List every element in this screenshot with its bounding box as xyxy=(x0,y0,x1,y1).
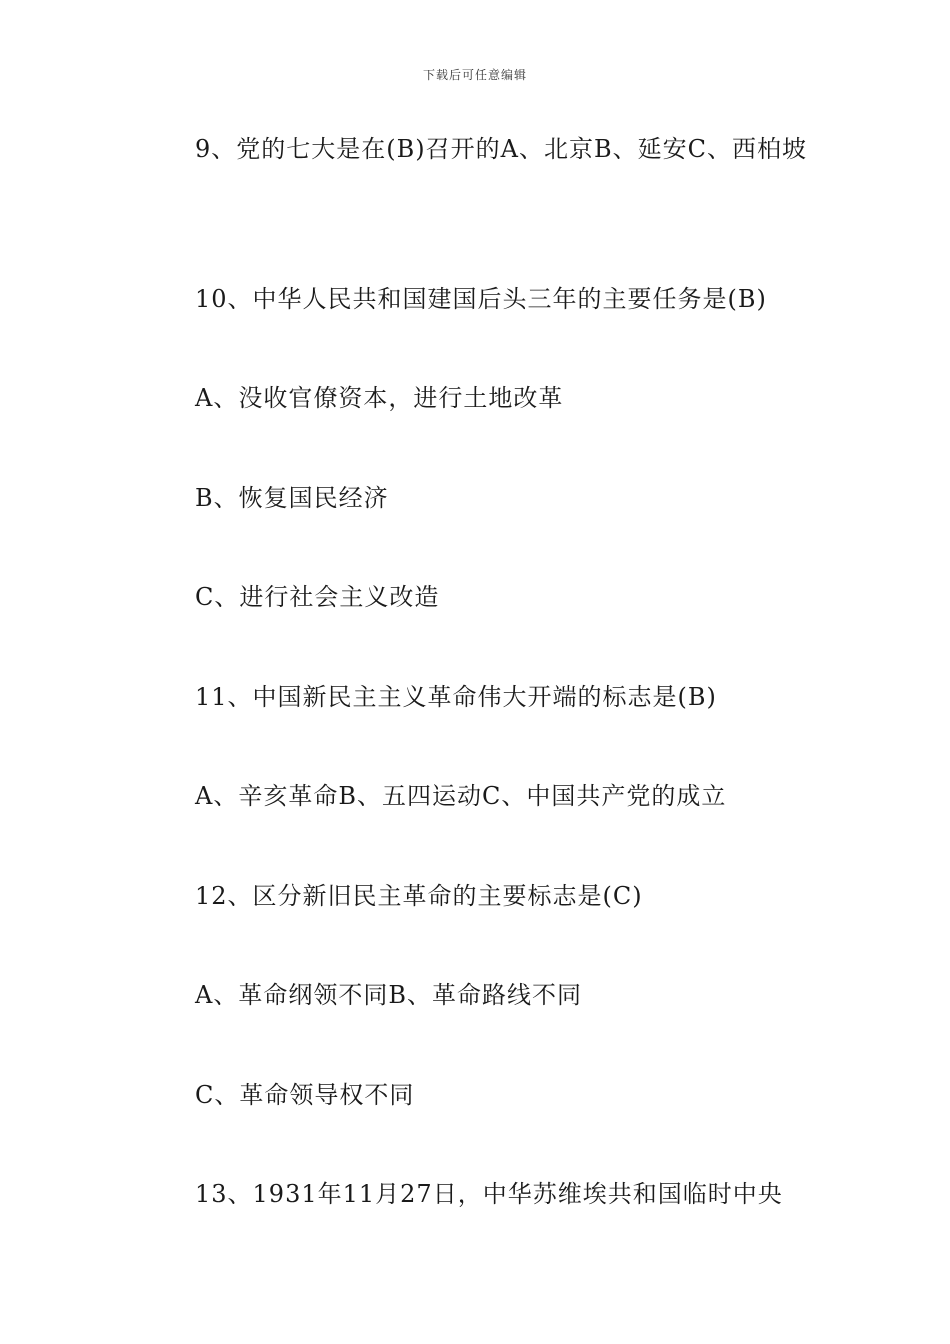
option-12-c: C、革命领导权不同 xyxy=(195,1081,415,1109)
option-10-b: B、恢复国民经济 xyxy=(195,484,389,512)
question-13: 13、1931年11月27日，中华苏维埃共和国临时中央 xyxy=(195,1180,783,1208)
question-11: 11、中国新民主主义革命伟大开端的标志是(B) xyxy=(195,683,717,711)
page-header: 下载后可任意编辑 xyxy=(422,68,527,82)
option-10-c: C、进行社会主义改造 xyxy=(195,583,440,611)
options-11: A、辛亥革命B、五四运动C、中国共产党的成立 xyxy=(195,782,727,810)
question-10: 10、中华人民共和国建国后头三年的主要任务是(B) xyxy=(195,285,767,313)
options-12-ab: A、革命纲领不同B、革命路线不同 xyxy=(195,981,582,1009)
question-12: 12、区分新旧民主革命的主要标志是(C) xyxy=(195,882,643,910)
question-9: 9、党的七大是在(B)召开的A、北京B、延安C、西柏坡 xyxy=(195,135,807,163)
option-10-a: A、没收官僚资本，进行土地改革 xyxy=(195,384,564,412)
